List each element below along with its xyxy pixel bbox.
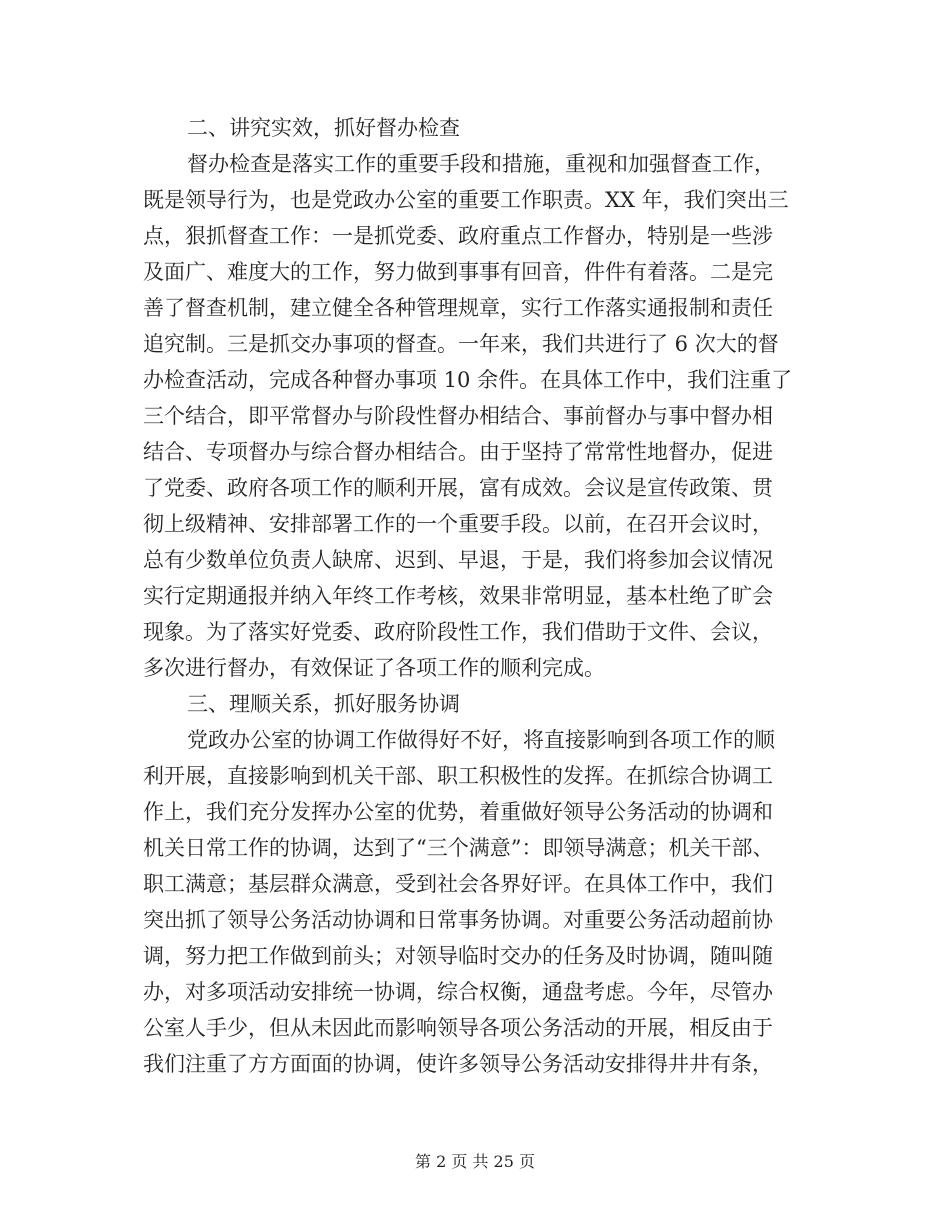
section-2-paragraph-line: 现象。为了落实好党委、政府阶段性工作，我们借助于文件、会议，	[143, 620, 773, 644]
section-3-paragraph-line: 调，努力把工作做到前头；对领导临时交办的任务及时协调，随叫随	[143, 944, 773, 968]
section-3-paragraph-line: 职工满意；基层群众满意，受到社会各界好评。在具体工作中，我们	[143, 872, 773, 896]
section-2-paragraph-line: 结合、专项督办与综合督办相结合。由于坚持了常常性地督办，促进	[143, 440, 773, 464]
section-2-paragraph-line: 及面广、难度大的工作，努力做到事事有回音，件件有着落。二是完	[143, 260, 773, 284]
section-2-paragraph-line: 多次进行督办，有效保证了各项工作的顺利完成。	[143, 656, 605, 680]
section-2-paragraph-line: 追究制。三是抓交办事项的督查。一年来，我们共进行了 6 次大的督	[143, 332, 779, 356]
section-2-paragraph-line: 点，狠抓督查工作：一是抓党委、政府重点工作督办，特别是一些涉	[143, 224, 773, 248]
section-3-paragraph-line: 我们注重了方方面面的协调，使许多领导公务活动安排得井井有条，	[143, 1052, 773, 1076]
section-3-paragraph-line: 机关日常工作的协调，达到了“三个满意”：即领导满意；机关干部、	[143, 836, 774, 860]
section-3-paragraph-line: 党政办公室的协调工作做得好不好，将直接影响到各项工作的顺	[187, 728, 775, 752]
section-3-paragraph-line: 公室人手少，但从未因此而影响领导各项公务活动的开展，相反由于	[143, 1016, 773, 1040]
section-2-paragraph-line: 总有少数单位负责人缺席、迟到、早退，于是，我们将参加会议情况	[143, 548, 773, 572]
section-3-paragraph-line: 办，对多项活动安排统一协调，综合权衡，通盘考虑。今年，尽管办	[143, 980, 773, 1004]
document-body	[143, 110, 808, 1082]
section-3-paragraph-line: 突出抓了领导公务活动协调和日常事务协调。对重要公务活动超前协	[143, 908, 773, 932]
section-2-paragraph-line: 实行定期通报并纳入年终工作考核，效果非常明显，基本杜绝了旷会	[143, 584, 773, 608]
section-2-paragraph-line: 既是领导行为，也是党政办公室的重要工作职责。XX 年，我们突出三	[143, 188, 789, 212]
section-2-paragraph-line: 善了督查机制，建立健全各种管理规章，实行工作落实通报制和责任	[143, 296, 773, 320]
section-3-paragraph-line: 作上，我们充分发挥办公室的优势，着重做好领导公务活动的协调和	[143, 800, 773, 824]
section-3-heading: 三、理顺关系，抓好服务协调	[187, 692, 460, 716]
section-2-paragraph-line: 彻上级精神、安排部署工作的一个重要手段。以前，在召开会议时，	[143, 512, 773, 536]
section-2-paragraph-line: 三个结合，即平常督办与阶段性督办相结合、事前督办与事中督办相	[143, 404, 773, 428]
section-3-paragraph-line: 利开展，直接影响到机关干部、职工积极性的发挥。在抓综合协调工	[143, 764, 773, 788]
section-2-paragraph-line: 督办检查是落实工作的重要手段和措施，重视和加强督查工作，	[187, 152, 775, 176]
section-2-paragraph-line: 了党委、政府各项工作的顺利开展，富有成效。会议是宣传政策、贯	[143, 476, 773, 500]
section-2-heading: 二、讲究实效，抓好督办检查	[187, 116, 460, 140]
page-number-footer: 第 2 页 共 25 页	[415, 1152, 535, 1171]
section-2-paragraph-line: 办检查活动，完成各种督办事项 10 余件。在具体工作中，我们注重了	[143, 368, 793, 392]
